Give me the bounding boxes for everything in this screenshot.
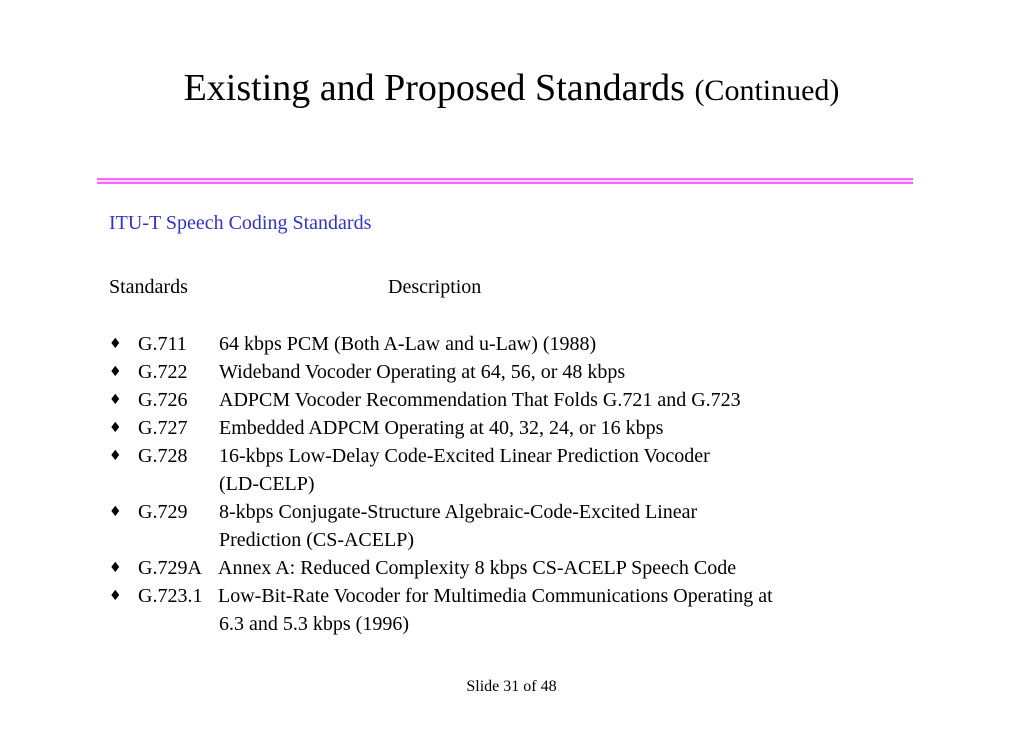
standard-description: Low-Bit-Rate Vocoder for Multimedia Communications Operating at (218, 585, 773, 607)
slide-number: Slide 31 (466, 678, 520, 695)
standard-code: G.729A (138, 557, 202, 579)
diamond-bullet-icon: ♦ (109, 448, 122, 464)
diamond-bullet-icon: ♦ (109, 364, 122, 380)
standard-description: Annex A: Reduced Complexity 8 kbps CS-ACELP Speech Code (218, 557, 737, 579)
standard-code: G.728 (138, 445, 188, 467)
standard-description: Wideband Vocoder Operating at 64, 56, or 48 kbps (219, 361, 626, 383)
standard-code: G.722 (138, 361, 188, 383)
standard-description: 8-kbps Conjugate-Structure Algebraic-Code-Excited Linear (219, 501, 698, 523)
standard-description: ADPCM Vocoder Recommendation That Folds G.721 and G.723 (219, 389, 741, 411)
title-divider (97, 178, 913, 184)
section-subtitle: ITU-T Speech Coding Standards (109, 212, 372, 234)
standard-code: G.723.1 (138, 585, 203, 607)
title-main: Existing and Proposed Standards (183, 67, 685, 109)
standard-description: 6.3 and 5.3 kbps (1996) (219, 613, 409, 635)
diamond-bullet-icon: ♦ (109, 588, 122, 604)
standard-description: (LD-CELP) (219, 473, 315, 495)
diamond-bullet-icon: ♦ (109, 420, 122, 436)
standard-description: Prediction (CS-ACELP) (219, 529, 414, 551)
slide-total: of 48 (523, 678, 557, 695)
standard-code: G.729 (138, 501, 188, 523)
standard-code: G.727 (138, 417, 188, 439)
diamond-bullet-icon: ♦ (109, 504, 122, 520)
standard-code: G.711 (138, 333, 187, 355)
standard-description: Embedded ADPCM Operating at 40, 32, 24, or 16 kbps (219, 417, 664, 439)
diamond-bullet-icon: ♦ (109, 392, 122, 408)
column-header-standards: Standards (109, 276, 188, 298)
standard-description: 16-kbps Low-Delay Code-Excited Linear Prediction Vocoder (219, 445, 710, 467)
diamond-bullet-icon: ♦ (109, 560, 122, 576)
diamond-bullet-icon: ♦ (109, 336, 122, 352)
standard-code: G.726 (138, 389, 188, 411)
standard-description: 64 kbps PCM (Both A-Law and u-Law) (1988) (219, 333, 597, 355)
slide-title (0, 64, 1023, 115)
title-suffix: (Continued) (694, 74, 840, 107)
slide-footer (0, 677, 1023, 697)
column-header-description: Description (388, 276, 482, 298)
